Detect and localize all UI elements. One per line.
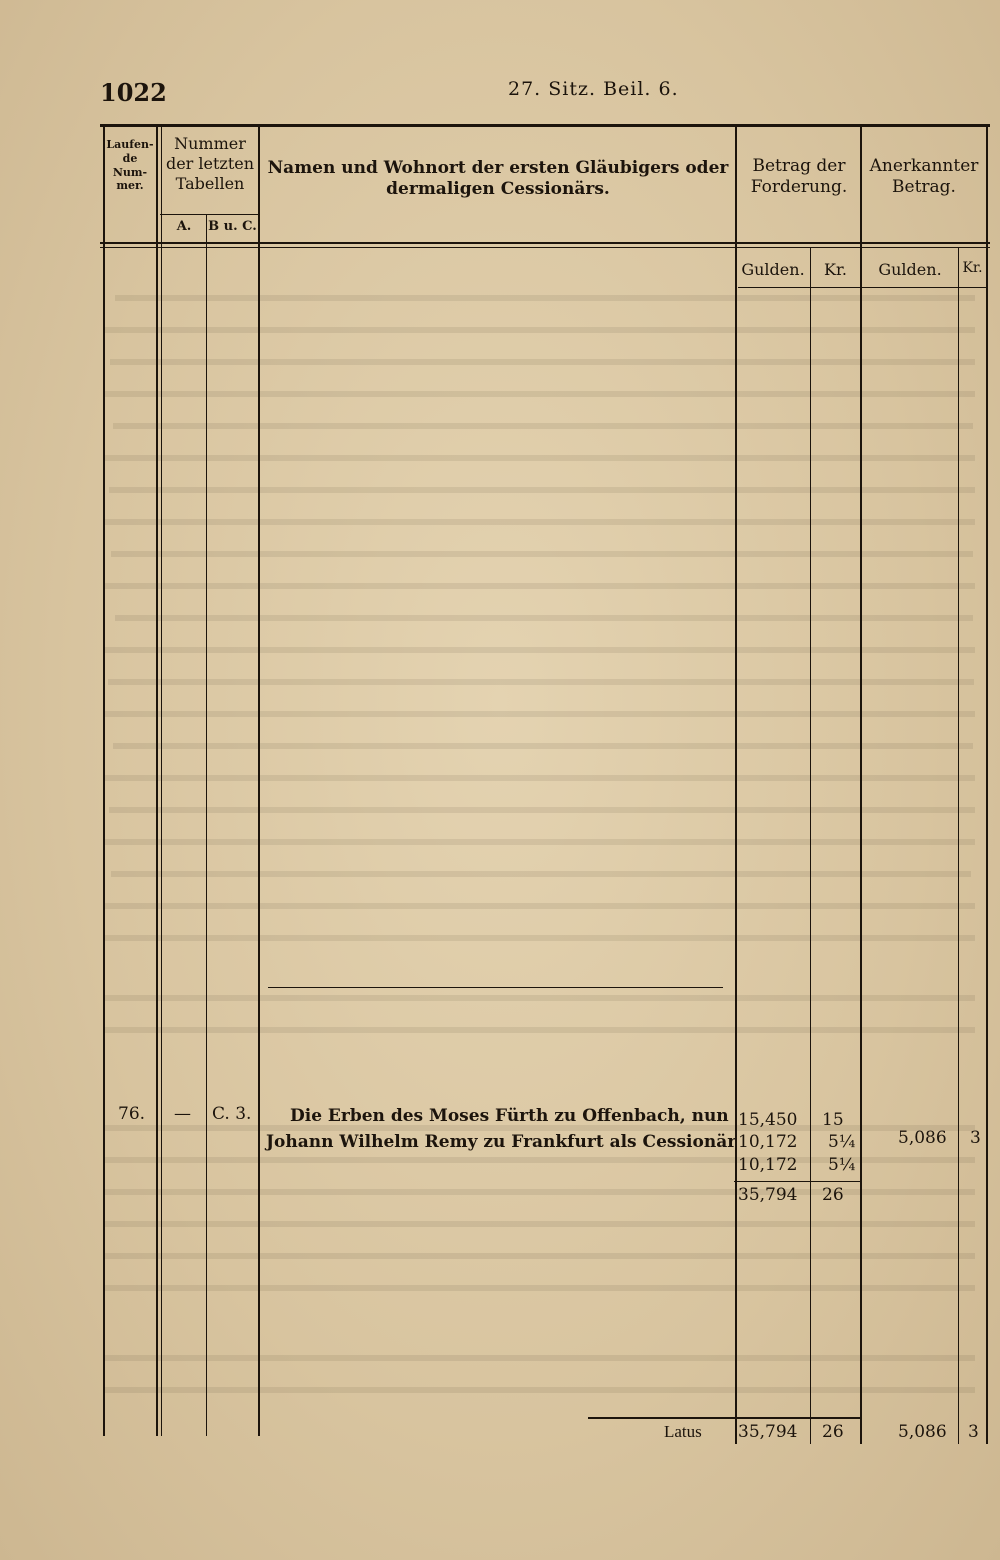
sum-kr: 26: [822, 1185, 844, 1205]
running-title: 27. Sitz. Beil. 6.: [508, 78, 679, 100]
header-anerkannter-betrag: Anerkannter Betrag.: [869, 156, 979, 198]
header-laufende-nummer: Laufen- de Num- mer.: [106, 138, 154, 193]
amount-gulden-2: 10,172: [738, 1132, 798, 1152]
col-rule-a-bc: [206, 214, 207, 1436]
header-betrag-forderung: Betrag der Forderung.: [750, 156, 848, 198]
entry-laufende-nummer: 76.: [118, 1104, 146, 1124]
units-rule: [738, 287, 988, 288]
col-rule-2: [258, 124, 260, 1436]
col-rule-1b: [161, 124, 162, 1436]
unit-gulden-2: Gulden.: [878, 260, 942, 279]
entry-col-a: —: [174, 1104, 191, 1124]
unit-gulden-1: Gulden.: [741, 260, 805, 279]
latus-kr: 26: [822, 1422, 844, 1442]
amount-gulden-1: 15,450: [738, 1110, 798, 1130]
amount-kr-2: 5¼: [828, 1132, 856, 1152]
recognized-kr: 3: [970, 1128, 981, 1148]
header-namen-wohnort: Namen und Wohnort der ersten Gläubigers oder dermaligen Cessionärs.: [267, 158, 729, 200]
unit-kr-2: Kr.: [962, 260, 983, 276]
latus-recognized-kr: 3: [968, 1422, 979, 1442]
col-rule-right: [986, 124, 988, 1444]
sum-gulden: 35,794: [738, 1185, 798, 1205]
header-nummer-tabellen: Nummer der letzten Tabellen: [165, 134, 255, 193]
header-bottom-rule-2: [100, 247, 990, 248]
latus-label: Latus: [664, 1422, 702, 1441]
empty-section-rule: [268, 987, 723, 988]
col-rule-4: [810, 248, 811, 1444]
subheader-rule: [160, 214, 260, 215]
bleed-through-texture: [105, 285, 985, 1435]
col-rule-left: [103, 124, 105, 1436]
header-sub-a: A.: [176, 219, 192, 234]
latus-gulden: 35,794: [738, 1422, 798, 1442]
amount-kr-1: 15: [822, 1110, 844, 1130]
col-rule-5: [860, 124, 862, 1444]
col-rule-1: [156, 124, 158, 1436]
unit-kr-1: Kr.: [824, 260, 847, 279]
entry-name-line-1: Die Erben des Moses Fürth zu Offenbach, nun: [290, 1106, 729, 1126]
sum-rule: [734, 1181, 860, 1182]
header-sub-bc: B u. C.: [208, 219, 257, 234]
amount-gulden-3: 10,172: [738, 1155, 798, 1175]
page-number: 1022: [100, 78, 167, 107]
entry-col-bc: C. 3.: [212, 1104, 252, 1124]
entry-name-line-2: Johann Wilhelm Remy zu Frankfurt als Cessionär: [266, 1132, 737, 1152]
header-bottom-rule: [100, 242, 990, 244]
table-top-rule: [100, 124, 990, 127]
col-rule-6: [958, 248, 959, 1444]
recognized-gulden: 5,086: [898, 1128, 947, 1148]
latus-recognized-gulden: 5,086: [898, 1422, 947, 1442]
amount-kr-3: 5¼: [828, 1155, 856, 1175]
col-rule-3: [735, 124, 737, 1444]
latus-rule: [588, 1417, 860, 1419]
